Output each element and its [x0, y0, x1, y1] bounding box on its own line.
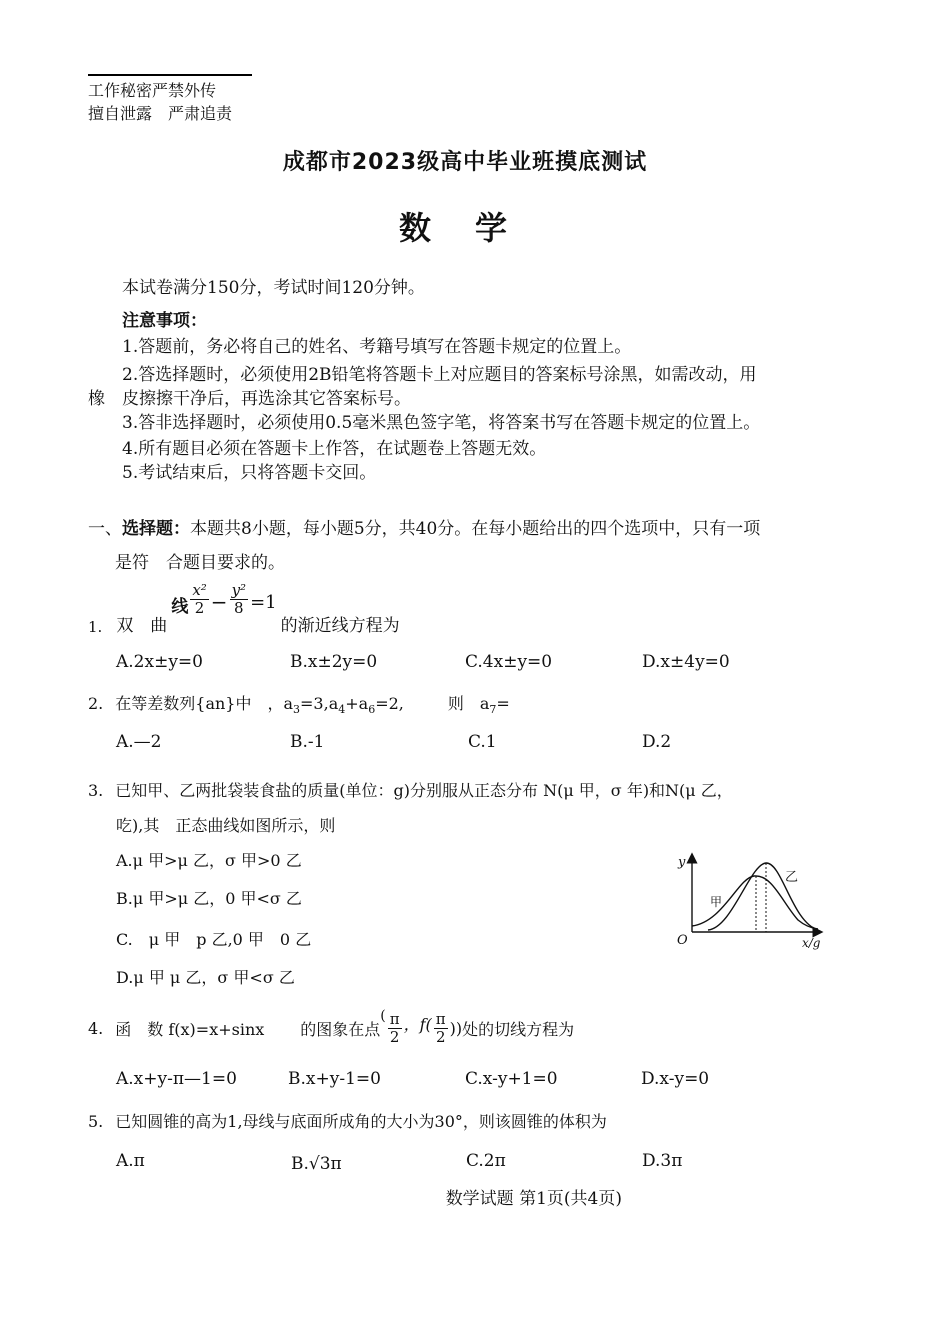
notes-heading: 注意事项： — [122, 311, 207, 331]
confidential-notice — [88, 74, 252, 125]
q2-option-d: D.2 — [642, 732, 672, 752]
q3-option-a: A.μ 甲>μ 乙，σ 甲>0 乙 — [116, 851, 302, 870]
note-4: 4.所有题目必须在答题卡上作答，在试题卷上答题无效。 — [122, 439, 547, 459]
q2-option-a: A.—2 — [116, 732, 162, 752]
subscript: 3 — [293, 703, 301, 717]
graph-x-label: x/g — [802, 936, 821, 950]
graph-label-jia: 甲 — [710, 895, 723, 909]
graph-origin-label: O — [677, 933, 688, 948]
fraction-denominator: 2 — [435, 1027, 446, 1046]
fraction-x2-over-2 — [190, 582, 208, 617]
page-footer: 数学试题 第1页(共4页) — [445, 1189, 622, 1209]
q5-option-b: B.√3π — [291, 1154, 342, 1174]
subscript: 4 — [338, 703, 346, 717]
question-3-text: 已知甲、乙两批袋装食盐的质量(单位：g)分别服从正态分布 N(μ 甲，σ 年)和N(μ 乙， — [115, 781, 733, 800]
fraction-denominator: 8 — [234, 599, 244, 617]
q2-stem-text: = — [496, 694, 510, 713]
section-1-prefix: 一、 — [88, 519, 122, 539]
q4-option-c: C.x-y+1=0 — [465, 1069, 558, 1089]
question-3-stem-line-1 — [88, 778, 733, 801]
question-5-number: 5. — [88, 1112, 104, 1131]
question-3-number: 3. — [88, 781, 104, 800]
q2-option-b: B.-1 — [290, 732, 325, 752]
confidential-line-2: 擅自泄露 严肃追责 — [88, 104, 233, 123]
q5-option-d: D.3π — [642, 1151, 683, 1171]
question-4-number: 4. — [88, 1018, 104, 1038]
note-1: 1.答题前，务必将自己的姓名、考籍号填写在答题卡规定的位置上。 — [122, 337, 632, 357]
q1-option-d: D.x±4y=0 — [642, 652, 730, 672]
q3-option-c: C. μ 甲 p 乙,0 甲 0 乙 — [116, 930, 312, 949]
curve-yi — [708, 863, 818, 930]
section-1-line-2: 是符 合题目要求的。 — [115, 553, 285, 573]
q2-stem-text: =2, — [375, 694, 404, 713]
confidential-line-1: 工作秘密严禁外传 — [88, 81, 217, 100]
question-3-stem-line-2: 吃),其 正态曲线如图所示，则 — [116, 816, 336, 835]
note-3: 3.答非选择题时，必须使用0.5毫米黑色签字笔，将答案书写在答题卡规定的位置上。 — [122, 413, 761, 433]
q5-option-a: A.π — [116, 1151, 145, 1171]
graph-label-yi: 乙 — [785, 870, 799, 885]
note-2-line-1: 2.答选择题时，必须使用2B铅笔将答题卡上对应题目的答案标号涂黑，如需改动，用 — [122, 365, 757, 385]
question-5-stem — [88, 1109, 607, 1132]
question-4-function: 函 数 f(x)=x+sinx — [115, 1019, 265, 1039]
minus-sign: − — [210, 590, 228, 614]
section-1-text: 本题共8小题，每小题5分，共40分。在每小题给出的四个选项中，只有一项 — [190, 519, 761, 539]
fraction-y2-over-8 — [230, 582, 249, 617]
note-2-line-2: 橡 皮擦擦干净后，再选涂其它答案标号。 — [88, 389, 411, 409]
q2-stem-text: +a — [345, 694, 369, 713]
question-5-text: 已知圆锥的高为1,母线与底面所成角的大小为30°，则该圆锥的体积为 — [115, 1112, 607, 1131]
exam-title: 成都市2023级高中毕业班摸底测试 — [282, 150, 648, 175]
subject-title: 数 学 — [398, 209, 513, 247]
paren-open: ( — [380, 1008, 386, 1024]
q1-option-a: A.2x±y=0 — [116, 652, 203, 672]
q5-option-c: C.2π — [466, 1151, 506, 1171]
fraction-numerator: y² — [231, 581, 247, 599]
graph-y-label: y — [678, 855, 686, 870]
subscript: 6 — [368, 703, 376, 717]
fraction-numerator: π — [389, 1009, 400, 1028]
fraction-denominator: 2 — [194, 599, 205, 617]
question-1-xian: 线 — [171, 597, 189, 617]
fraction-numerator: π — [435, 1009, 446, 1028]
comma-f: ，f( — [403, 1015, 432, 1034]
fraction-pi-over-2 — [434, 1011, 448, 1046]
q4-option-b: B.x+y-1=0 — [288, 1069, 381, 1089]
q2-option-c: C.1 — [468, 732, 497, 752]
question-1-stem — [88, 582, 400, 642]
question-1-number: 1. — [88, 618, 103, 636]
question-1-post: 的渐近线方程为 — [280, 616, 400, 636]
q3-option-b: B.μ 甲>μ 乙，0 甲<σ 乙 — [116, 889, 302, 908]
note-5: 5.考试结束后，只将答题卡交回。 — [122, 463, 377, 483]
q1-option-b: B.x±2y=0 — [290, 652, 378, 672]
fraction-denominator: 2 — [389, 1027, 400, 1046]
question-4-mid: 的图象在点 — [300, 1019, 381, 1039]
fraction-pi-over-2 — [388, 1011, 402, 1046]
q4-option-d: D.x-y=0 — [641, 1069, 710, 1089]
question-4-post: 处的切线方程为 — [462, 1019, 575, 1039]
fraction-numerator: x² — [192, 581, 207, 599]
equals-one: =1 — [250, 592, 277, 613]
question-2-stem — [88, 691, 510, 716]
section-1-line-1 — [88, 514, 760, 539]
exam-intro: 本试卷满分150分，考试时间120分钟。 — [122, 278, 425, 298]
q2-stem-text: =3,a — [300, 694, 339, 713]
question-1-pre: 双 曲 — [116, 616, 168, 636]
q1-option-c: C.4x±y=0 — [465, 652, 553, 672]
subscript: 7 — [489, 703, 497, 717]
normal-curves-figure — [668, 852, 833, 950]
q2-stem-text: 在等差数列{an}中 ，a — [115, 694, 294, 713]
q4-option-a: A.x+y-π—1=0 — [116, 1069, 237, 1089]
q2-stem-then: 则 a — [447, 694, 490, 713]
paren-close: )) — [449, 1018, 463, 1038]
question-2-number: 2. — [88, 694, 104, 713]
question-4-stem — [88, 1008, 574, 1048]
q3-option-d: D.μ 甲 μ 乙，σ 甲<σ 乙 — [116, 968, 295, 987]
section-1-label: 选择题： — [122, 519, 190, 539]
